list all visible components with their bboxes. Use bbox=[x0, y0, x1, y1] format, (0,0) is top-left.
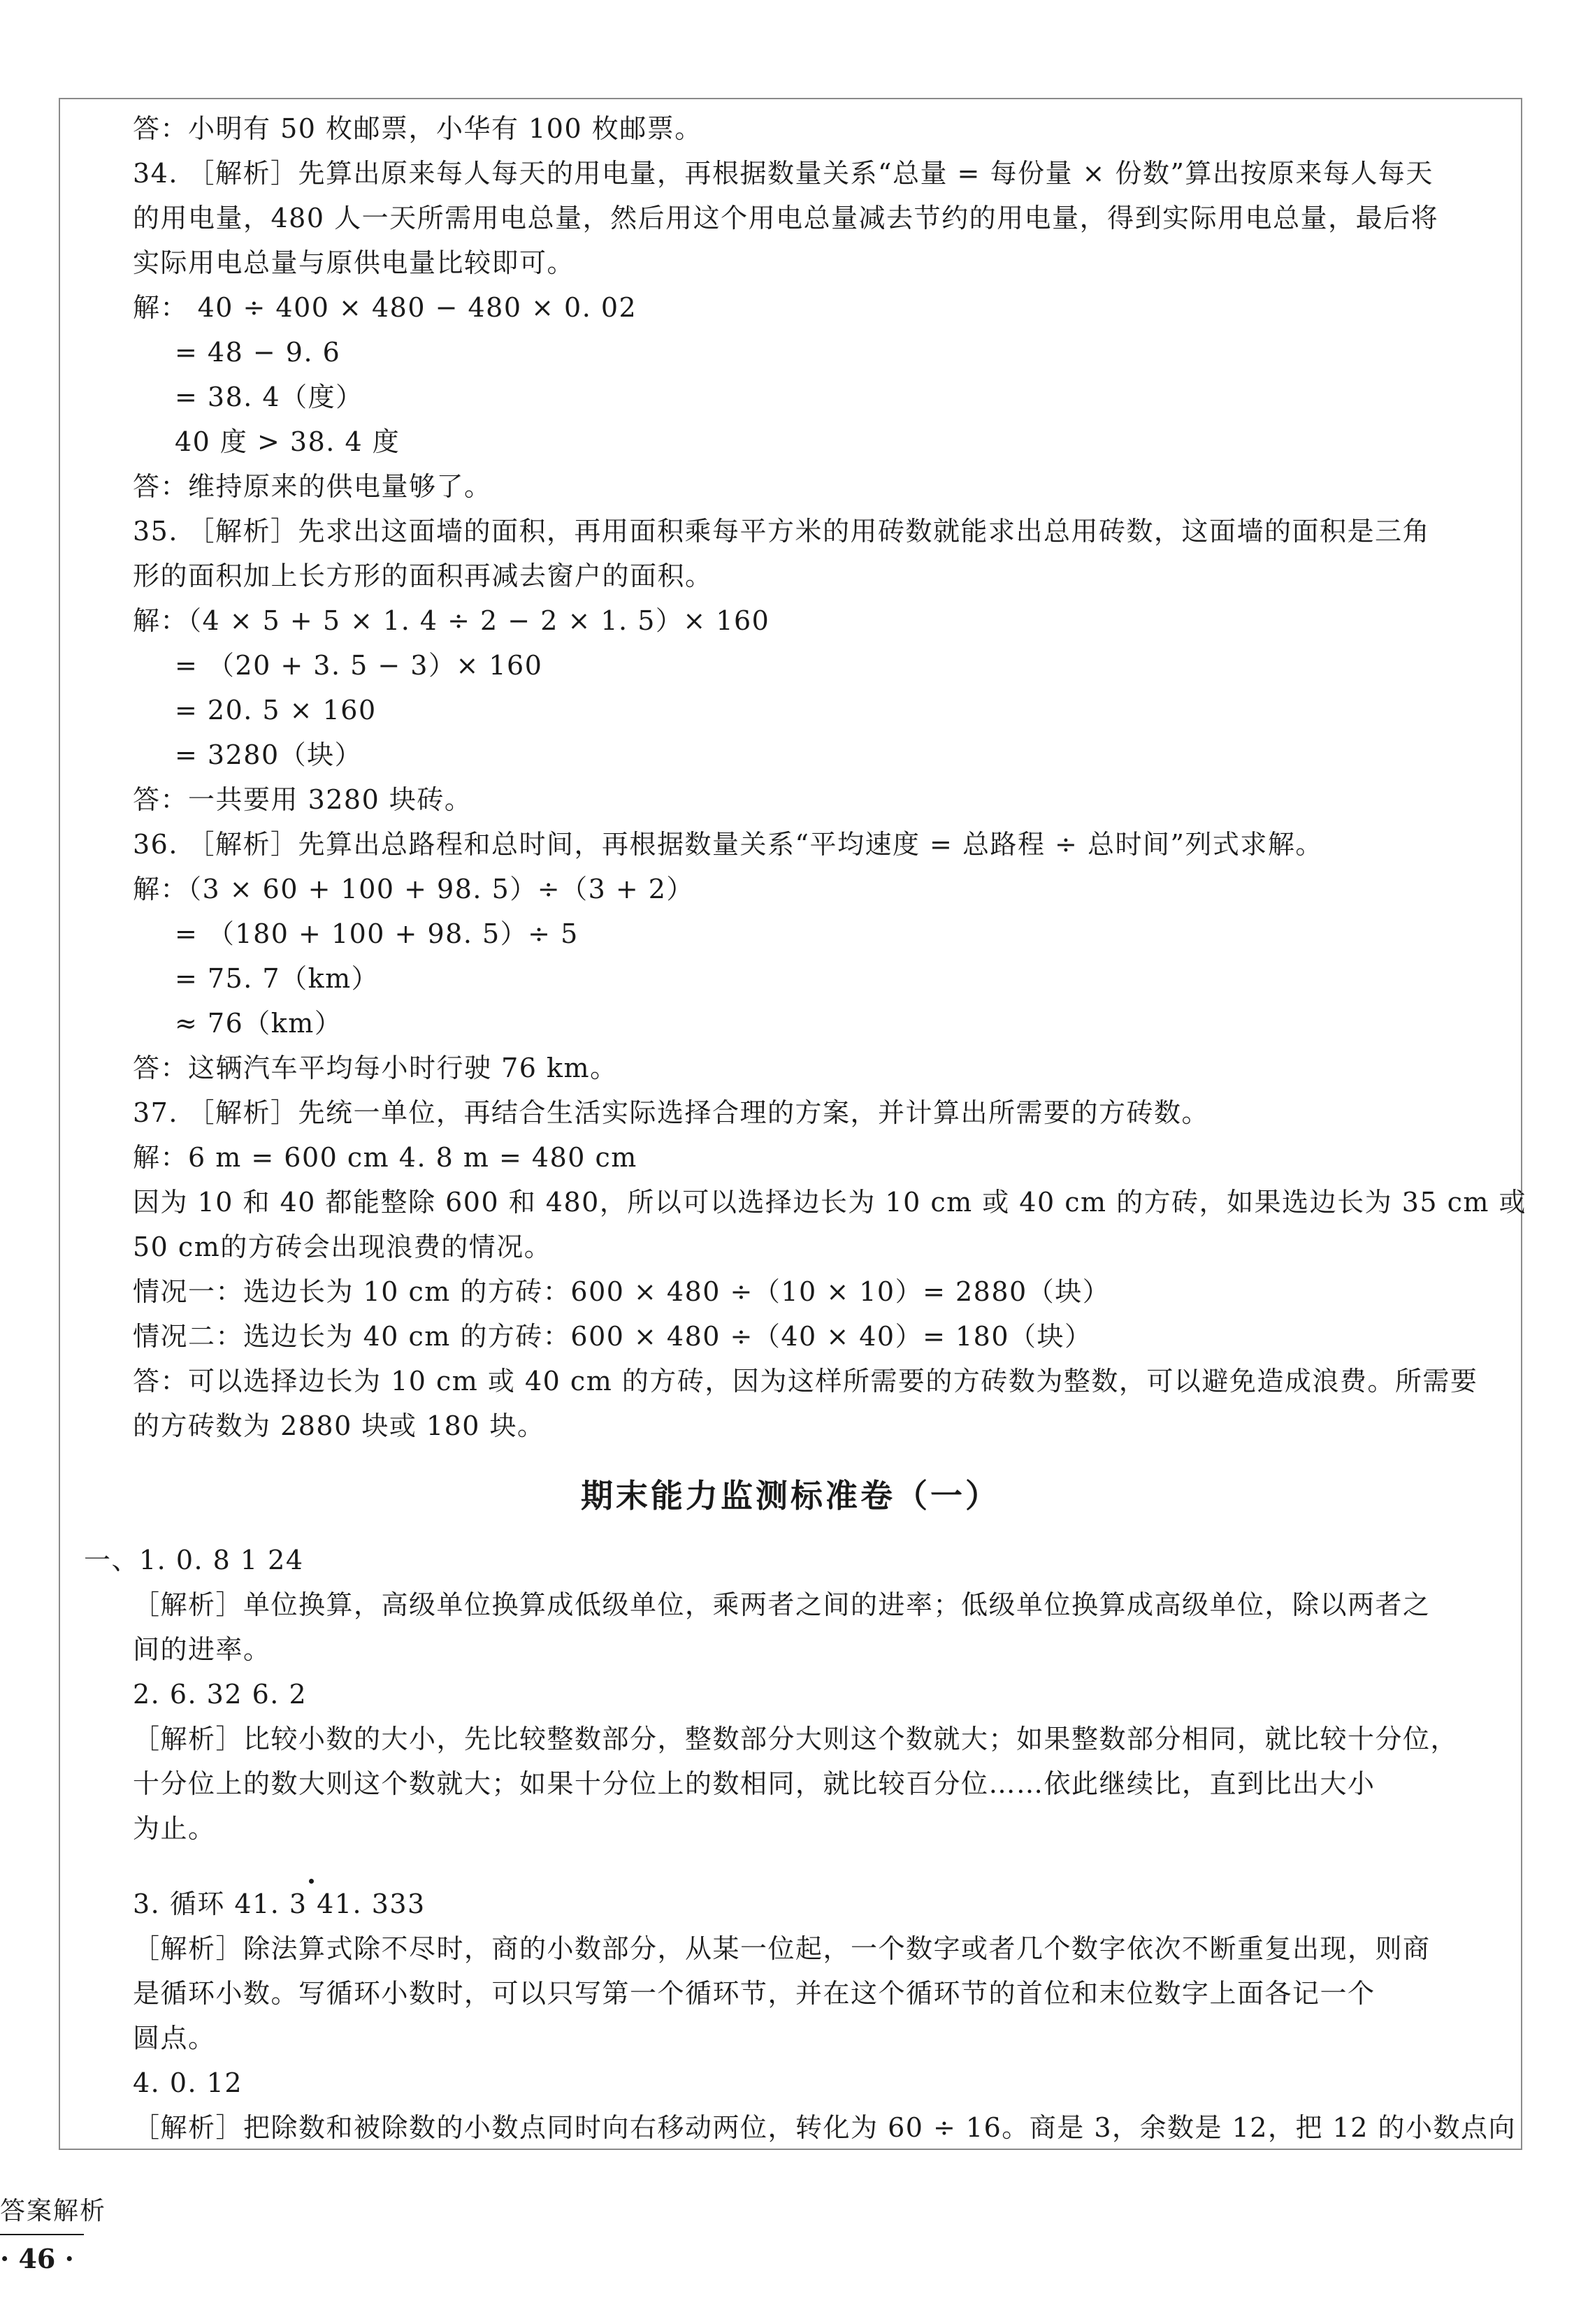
text-line: 答：维持原来的供电量够了。 bbox=[133, 471, 492, 502]
footer-label: 答案解析 bbox=[0, 2197, 107, 2225]
text-line: 解： 40 ÷ 400 × 480 − 480 × 0. 02 bbox=[133, 292, 637, 323]
text-line: ［解析］除法算式除不尽时，商的小数部分，从某一位起，一个数字或者几个数字依次不断重复出现，则商 bbox=[133, 1933, 1431, 1964]
text-line: 十分位上的数大则这个数就大；如果十分位上的数相同，就比较百分位……依此继续比，直到比出大小 bbox=[133, 1768, 1376, 1799]
text-line: 是循环小数。写循环小数时，可以只写第一个循环节，并在这个循环节的首位和末位数字上面各记一个 bbox=[133, 1978, 1376, 2009]
text-line: = 75. 7（km） bbox=[175, 963, 380, 994]
answer-line: 4. 0. 12 bbox=[133, 2067, 243, 2098]
text-line: = 48 − 9. 6 bbox=[175, 337, 341, 368]
text-line: = 20. 5 × 160 bbox=[175, 695, 377, 726]
text-line: = （180 + 100 + 98. 5）÷ 5 bbox=[175, 918, 579, 949]
answer-line: 2. 6. 32 6. 2 bbox=[133, 1679, 308, 1710]
text-line: 答：这辆汽车平均每小时行驶 76 km。 bbox=[133, 1053, 618, 1083]
text-line: 答：一共要用 3280 块砖。 bbox=[133, 784, 472, 815]
footer-divider bbox=[0, 2234, 84, 2235]
text-line: ［解析］把除数和被除数的小数点同时向右移动两位，转化为 60 ÷ 16。商是 3，余数是 12，把 12 的小数点向 bbox=[133, 2112, 1516, 2143]
text-line: 实际用电总量与原供电量比较即可。 bbox=[133, 247, 575, 278]
text-line: = 3280（块） bbox=[175, 739, 363, 770]
text-line: 解：（4 × 5 + 5 × 1. 4 ÷ 2 − 2 × 1. 5）× 160 bbox=[133, 605, 770, 636]
answer-line: 一、1. 0. 8 1 24 bbox=[84, 1545, 304, 1575]
text-line: 情况二：选边长为 40 cm 的方砖：600 × 480 ÷（40 × 40）= 180（块） bbox=[133, 1321, 1092, 1352]
text-line: = 38. 4（度） bbox=[175, 382, 363, 412]
text-line: ≈ 76（km） bbox=[175, 1008, 342, 1039]
page-number: · 46 · bbox=[0, 2243, 74, 2274]
text-line: 情况一：选边长为 10 cm 的方砖：600 × 480 ÷（10 × 10）= 2880（块） bbox=[133, 1276, 1111, 1307]
text-line: 为止。 bbox=[133, 1813, 216, 1844]
text-line: 解：6 m = 600 cm 4. 8 m = 480 cm bbox=[133, 1142, 637, 1173]
text-line: 圆点。 bbox=[133, 2023, 216, 2054]
text-line: 答：可以选择边长为 10 cm 或 40 cm 的方砖，因为这样所需要的方砖数为整数，可以避免造成浪费。所需要 bbox=[133, 1366, 1478, 1396]
answer-line: 3. 循环 41. 3 41. 333 bbox=[133, 1889, 426, 1919]
text-line: 35. ［解析］先求出这面墙的面积，再用面积乘每平方米的用砖数就能求出总用砖数，这面墙的面积是三角 bbox=[133, 516, 1431, 547]
text-line: 的方砖数为 2880 块或 180 块。 bbox=[133, 1410, 545, 1441]
text-line: 40 度 > 38. 4 度 bbox=[175, 426, 400, 457]
text-line: 36. ［解析］先算出总路程和总时间，再根据数量关系“平均速度 = 总路程 ÷ 总时间”列式求解。 bbox=[133, 829, 1323, 860]
section-title: 期末能力监测标准卷（一） bbox=[581, 1477, 1000, 1515]
text-line: ［解析］单位换算，高级单位换算成低级单位，乘两者之间的进率；低级单位换算成高级单位，除以两者之 bbox=[133, 1589, 1431, 1620]
text-line: ［解析］比较小数的大小，先比较整数部分，整数部分大则这个数就大；如果整数部分相同，就比较十分位， bbox=[133, 1724, 1459, 1754]
text-line: 50 cm的方砖会出现浪费的情况。 bbox=[133, 1232, 552, 1262]
text-line: 因为 10 和 40 都能整除 600 和 480，所以可以选择边长为 10 cm 或 40 cm 的方砖，如果选边长为 35 cm 或 bbox=[133, 1187, 1527, 1218]
text-line: = （20 + 3. 5 − 3）× 160 bbox=[175, 650, 543, 681]
text-line: 答：小明有 50 枚邮票，小华有 100 枚邮票。 bbox=[133, 113, 702, 144]
text-line: 间的进率。 bbox=[133, 1634, 271, 1665]
text-line: 37. ［解析］先统一单位，再结合生活实际选择合理的方案，并计算出所需要的方砖数。 bbox=[133, 1097, 1210, 1128]
text-line: 解：（3 × 60 + 100 + 98. 5）÷（3 + 2） bbox=[133, 874, 694, 904]
repeating-decimal-dot bbox=[309, 1879, 314, 1884]
text-line: 的用电量，480 人一天所需用电总量，然后用这个用电总量减去节约的用电量，得到实际用电总量，最后将 bbox=[133, 203, 1439, 233]
text-line: 34. ［解析］先算出原来每人每天的用电量，再根据数量关系“总量 = 每份量 × 份数”算出按原来每人每天 bbox=[133, 158, 1434, 189]
text-line: 形的面积加上长方形的面积再减去窗户的面积。 bbox=[133, 561, 713, 591]
